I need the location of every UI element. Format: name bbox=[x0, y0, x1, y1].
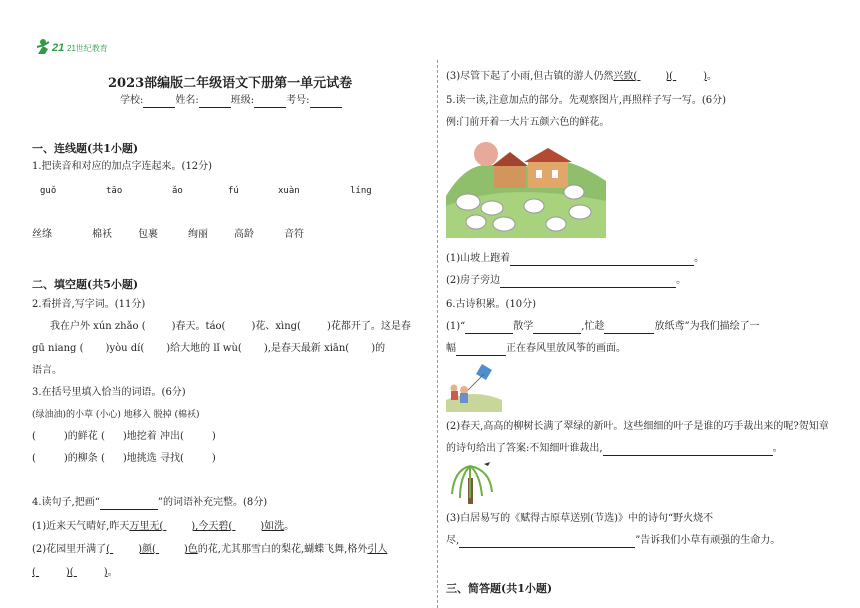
page-title: 2023部编版二年级语文下册第一单元试卷 bbox=[108, 76, 353, 91]
q2-line2: gū niang ( )yòu dí( )给大地的 lǐ wù( ),是春天最新 xiān( )的 bbox=[32, 343, 386, 354]
name-label: 姓名: bbox=[175, 95, 199, 106]
q3-row1: ( )的鲜花 ( )地挖着 冲出( ) bbox=[32, 431, 216, 442]
word-item[interactable]: 高龄 bbox=[234, 229, 254, 240]
blank[interactable] bbox=[232, 520, 260, 534]
svg-text:21: 21 bbox=[52, 42, 65, 54]
q1-text: 1.把读音和对应的加点字连起来。(12分) bbox=[32, 161, 213, 172]
blank[interactable] bbox=[673, 70, 703, 84]
underline-sample bbox=[100, 498, 158, 510]
section1-heading: 一、连线题(共1小题) bbox=[32, 142, 139, 155]
word-item[interactable]: 棉袄 bbox=[92, 229, 112, 240]
answer-line[interactable] bbox=[533, 322, 581, 334]
school-field[interactable] bbox=[143, 96, 175, 108]
q6-item3-cont: 尽, ”告诉我们小草有顽强的生命力。 bbox=[446, 535, 781, 546]
q6-text: 6.古诗积累。(10分) bbox=[446, 299, 537, 310]
q6-item1: (1)“ 散学 ,忙趁 放纸鸢”为我们描绘了一 bbox=[446, 321, 760, 332]
q3-row2: ( )的柳条 ( )地挑选 寻找( ) bbox=[32, 453, 216, 464]
blank[interactable] bbox=[163, 520, 191, 534]
q4-text: 4.读句子,把画“ ”的词语补充完整。(8分) bbox=[32, 497, 268, 508]
logo-icon bbox=[34, 38, 116, 56]
pinyin-item[interactable]: tāo bbox=[106, 186, 123, 196]
q3-text: 3.在括号里填入恰当的词语。(6分) bbox=[32, 387, 186, 398]
q4-item2: (2)花园里开满了( )颜( )色的花,尤其那雪白的梨花,蝴蝶飞舞,格外引人 bbox=[32, 544, 388, 555]
student-info-line bbox=[120, 94, 342, 108]
q4-item3: (3)尽管下起了小雨,但古镇的游人仍然兴致( )( )。 bbox=[446, 71, 717, 82]
kite-illustration bbox=[446, 360, 502, 412]
willow-illustration bbox=[446, 460, 498, 506]
class-field[interactable] bbox=[254, 96, 286, 108]
answer-line[interactable] bbox=[510, 254, 694, 266]
answer-line[interactable] bbox=[500, 276, 676, 288]
name-field[interactable] bbox=[199, 96, 231, 108]
q5-example: 例:门前开着一大片五颜六色的鲜花。 bbox=[446, 117, 610, 128]
section2-heading: 二、填空题(共5小题) bbox=[32, 278, 139, 291]
school-label: 学校: bbox=[120, 95, 144, 106]
blank[interactable] bbox=[110, 543, 138, 557]
q2-line1: 我在户外 xún zhǎo ( )春天。táo( )花、xìng( )花都开了。这是春 bbox=[50, 321, 411, 332]
answer-line[interactable] bbox=[459, 536, 635, 548]
q5-item1: (1)山坡上跑着 。 bbox=[446, 253, 705, 264]
section3-heading: 三、简答题(共1小题) bbox=[446, 582, 553, 595]
answer-line[interactable] bbox=[604, 322, 654, 334]
class-label: 班级: bbox=[230, 95, 255, 106]
answer-line[interactable] bbox=[465, 322, 513, 334]
word-item[interactable]: 音符 bbox=[284, 229, 304, 240]
q6-item1-cont: 幅 正在春风里放风筝的画面。 bbox=[446, 343, 626, 354]
q5-text: 5.读一读,注意加点的部分。先观察图片,再照样子写一写。(6分) bbox=[446, 95, 727, 106]
q6-item2-cont: 的诗句给出了答案:不知细叶谁裁出, 。 bbox=[446, 443, 783, 454]
pinyin-item[interactable]: xuàn bbox=[278, 186, 300, 196]
answer-line[interactable] bbox=[603, 444, 773, 456]
answer-line[interactable] bbox=[456, 344, 506, 356]
pinyin-item[interactable]: ǎo bbox=[172, 186, 183, 196]
q6-item2: (2)春天,高高的柳树长满了翠绿的新叶。这些细细的叶子是谁的巧手裁出来的呢?贺知章 bbox=[446, 421, 829, 432]
pinyin-item[interactable]: fú bbox=[228, 186, 239, 196]
q3-options: (绿油油)的小草 (小心) 地移入 脱掉 (棉袄) bbox=[32, 410, 200, 420]
q4-item2-cont: ( )( )。 bbox=[32, 567, 118, 578]
q5-item2: (2)房子旁边 。 bbox=[446, 275, 687, 286]
farm-sheep-illustration bbox=[446, 136, 606, 238]
q4-item1: (1)近来天气晴好,昨天万里无( ),今天碧( )如洗。 bbox=[32, 521, 295, 532]
exam-no-field[interactable] bbox=[310, 96, 342, 108]
logo bbox=[34, 38, 116, 56]
blank[interactable] bbox=[36, 566, 66, 580]
pinyin-item[interactable]: líng bbox=[350, 186, 372, 196]
svg-text:21世纪教育: 21世纪教育 bbox=[67, 44, 108, 53]
word-item[interactable]: 丝绦 bbox=[32, 229, 52, 240]
blank[interactable] bbox=[74, 566, 104, 580]
blank[interactable] bbox=[156, 543, 184, 557]
q2-text: 2.看拼音,写字词。(11分) bbox=[32, 299, 146, 310]
column-divider bbox=[437, 60, 438, 608]
exam-no-label: 考号: bbox=[286, 95, 310, 106]
q6-item3: (3)白居易写的《赋得古原草送别(节选)》中的诗句“野火烧不 bbox=[446, 513, 714, 524]
pinyin-item[interactable]: guǒ bbox=[40, 186, 57, 196]
word-item[interactable]: 包裹 bbox=[138, 229, 158, 240]
word-item[interactable]: 绚丽 bbox=[188, 229, 208, 240]
q2-line3: 语言。 bbox=[32, 365, 62, 376]
blank[interactable] bbox=[637, 70, 665, 84]
